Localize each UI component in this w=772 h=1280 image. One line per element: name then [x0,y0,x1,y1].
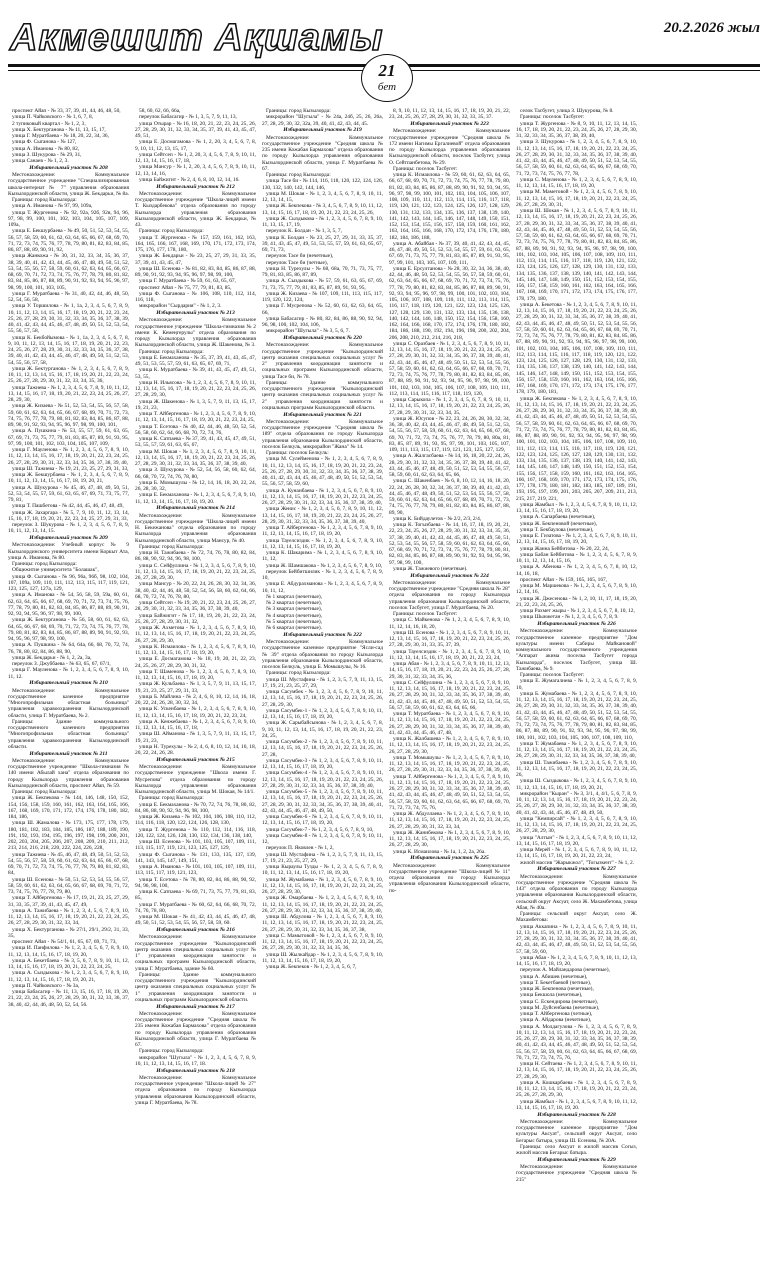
newspaper-title: Акмешит Ақшамы [10,17,384,59]
paragraph: улица С. Ескендирова (нечетные), [520,998,599,1005]
paragraph: улица Г. Мауленова - № 1, 2, 3, 4, 5, 6, 7, 8, 9, 10, 11, 12, 13, 14, 15, 16, 17, 18, 19, 20, 21, 22, 23, 24, 25, 26, 27, 28, 29, 30, 31, 32, 33, 34, 35, 36, 37, 38, 39, 40, [8,447,129,466]
paragraph: улица Г. Мауленова - № 1, 2, 3, 4, 5, 6, 7, 8, 9, 10, 11, 12. [8,667,129,680]
paragraph: улица Сейтсеп - № 19, 20, 21, 22, 23, 24, 25, 26, 27, 28, 29, 30, 31, 32, 33, 34, 35, 36, 37, 38, 39, 40, [135,600,256,613]
issue-date: 20.2.2026 жыл [663,20,760,36]
paragraph: улица Т. Жургенова - № 92, 92а, 92б, 92в, 94, 96, 97, 98, 99, 100, 101, 102, 103, 104, 105, 107, 109, 109а, [8,209,129,229]
paragraph: улица П. Чайковского - № 3а, [12,982,80,989]
paragraph: улица Т. Айбергенова (четные), [520,1011,593,1018]
paragraph: Местонахождение: Коммунальное государственное учреждение "Кызылординский центр оказания специальных социальных услуг № 2" управления координации занятости и социальных программ Кызылординской области, улица Тасе би, № 78. [262,342,383,380]
paragraph: улица "Кемпирсай" - № 1, 2, 3, 4, 5, 6, 7, 8, 9, 10, 11, 12, 13, 14, 15, 16, 17, 18, 19, 20, 21, 22, 23, 24, 25, 26, 27, 28, 29, 30, [516,815,637,835]
paragraph: Местонахождение: Учебный корпус № 9 Кызылординского университета имени Коркыт Ата, улица А. Иманова, № 80. [8,542,129,561]
paragraph: Местонахождение: Коммунальное государственное учреждение "Средняя школа № 215" [516,1164,637,1183]
paragraph: Местонахождение: Коммунальное государственное учреждение "Средняя школа № 172 имени Нагимы Ергалиевой" отдела образования по городу Кызылорда управления образования Кызылординской области, поселок Тасбугет, улица О. Сейтпанбетова, № 29. [389,128,510,166]
paragraph: улица З. Шукурова - № 1, 2, 3, 4, 5, 6, 7, 8, 9, 10, 11, 12, 13, 14, 15, 16, 17, 18, 19, 20, 21, 22, 23, 24, 25, 26, 27, 28, 29, 30, 31, 32, 33, 34, 35, 36, 37, 38, 39, 40, 41, 42, 43, 44, 45, 46, 47, 48, 49, 50, 51, 52, 53, 54, 55, 56, 57, 58, 59, 60, 61, 62, 63, 64, 65, 66, 67, 68, 69, 70, 71, 72, 73, 74, 75, 76, 77, 78, [516,139,637,177]
paragraph: улица Бекшола (нечетные), [520,992,583,999]
paragraph: Местонахождение: Коммунальное государственное учреждение "Средняя школа № 235 имени Кожабая Бармахова" отдела образования по городу Кызылорда управления образования Кызылординской области, улица Г. Муратбаева № 67. [262,134,383,172]
paragraph: Границы: город Кызылорда: [266,172,331,179]
paragraph: Местонахождение: Коммунальное государственное казенное предприятие "Ясли-сад № 39" отдела образования по городу Кызылорда управления образования Кызылординской области, поселок Белкуль, улица Б. Момышулы, № 16. [262,639,383,671]
paragraph: улица Ж. Бекдарьи - № 1, 2, 2а, 3а, [12,654,92,661]
paragraph: улица Г. Муратбаева - № 60, 62, 64, 66, 68, 70, 72, 74, 76, 78, 80, [135,901,256,914]
column-2 [135,108,256,1274]
paragraph: улица Т. Айбергенова - № 1, 2, 3, 4, 5, 6, 7, 8, 9, 10, 11, 12, 13, 14, 15, 16, 17, 18, 19, 20, 21, 22, 23, 24, 25, [135,411,256,424]
paragraph: Местонахождение: Коммунальное государственное учреждение "Школа-лицей имени Т. Кыздарбекова" отдела образования по городу Кызылорда управления образования Кызылординской области, улица Ж. Бекдарьи, № 43. [135,190,256,229]
paragraph: улица Ш. Абдулова - № 1, 2, 3, 4, 5, 6, 7, 8, 9, 10, 11, 12, 13, 14, 15, 16, 17, 18, 19, 20, 21, 22, 23, 24, 25, 26, 27, 28, 29, 30, 31, 32, 33, 34, 35, 36, 37, 38, [262,914,383,933]
paragraph: улица А. Иманова - № 54, 56, 58, 59, 59а, 60, 61, 62, 63, 64, 65, 66, 67, 68, 69, 70, 71, 72, 73, 74, 75, 76, 77, 78, 79, 80, 81, 82, 83, 84, 85, 86, 87, 88, 89, 90, 91, 92, 93, 94, 95, 96, 97, 98, 99, 100, [8,592,129,618]
paragraph: улица Е. Досмагамова - № 1, 2, 20, 3, 4, 5, 6, 7, 8, 9, 10, 11, 12, 13, 15, 17, [135,139,256,152]
paragraph: улица С. Мауленова - № 1, 2, 3, 4, 5, 6, 7, 8, 9, 10, 11, 12, 13, 14, 15, 16, 17, 18, 19, 20, [516,176,637,189]
paragraph: Границы: город Кызылорда: [12,197,77,204]
paragraph: 2 тупиковый квартал - № 1, 2, 3, [12,120,86,127]
paragraph: Границы: город Кызылорда: [139,228,204,235]
paragraph: Границы: город Кызылорда: [266,670,331,677]
paragraph: улица К. Исмаилова - № 59, 60, 61, 62, 63, 64, 65, 66, 67, 68, 69, 70, 71, 72, 73, 74, 75, 76, 77, 78, 79, 80, 81, 82, 83, 84, 85, 86, 87, 88, 89, 90, 91, 92, 93, 94, 95, 96, 97, 98, 99, 100, 101, 102, 103, 104, 105, 106, 107, 108, 109, 110, 111, 112, 113, 114, 115, 116, 117, 118, 119, 120, 121, 122, 123, 124, 125, 126, 127, 128, 129, 130, 131, 132, 133, 134, 135, 136, 137, 138, 139, 140, 141, 142, 143, 144, 145, 146, 147, 148, 149, 150, 151, 152, 153, 154, 155, 156, 157, 158, 159, 160, 161, 162, 163, 164, 165, 166, 168, 170, 172, 174, 176, 178, 180, 182, 184, 186, 188, [389,172,510,241]
paragraph: улица Ж. Абдуллаева - № 1, 2, 3, 4, 5, 6, 7, 8, 9, 10, 11, 12, 13, 14, 15, 16, 17, 18, 19, 20, 21, 22, 23, 24, 25, 26, 27, 28, 29, 30, 31, 32, 33, 34, [389,811,510,830]
paragraph: улица Г. Мусрепова - № 52, 60, 61, 62, 63, 64, 65, 66, [262,303,383,316]
paragraph: улица Ж. Бекпекова - № 1, 2, 3, 4, 5, 6, 7, 8, 9, 10, 11, 12, 13, 14, 15, 16, 17, 18, 19, 20, 21, 22, 23, 24, 25, 26, 27, 28, 29, 30, 31, 32, 33, 34, 35, 36, 37, 38, 39, 40, 41, 42, 43, 44, 45, 46, 47, 48, 49, 50, 51, 52, 53, 54, 55, 56, 57, 58, 59, 60, 61, 62, 63, 64, 65, 66, 67, 68, 69, 70, 71, 72, 73, 74, 75, 76, 77, 78, 79, 80, 81, 82, 83, 84, 85, 86, 87, 88, 89, 90, 91, 92, 93, 94, 95, 96, 97, 98, 99, 100, 101, 102, 103, 104, 105, 106, 107, 108, 109, 110, 111, 112, 113, 114, 115, 116, 117, 118, 119, 120, 121, 122, 123, 124, 125, 126, 127, 128, 129, 130, 131, 132, 133, 134, 135, 136, 137, 138, 139, 140, 141, 142, 143, 144, 145, 146, 147, 148, 149, 150, 151, 152, 153, 154, 155, 156, 157, 158, 159, 160, 161, 162, 163, 164, 165, 166, 167, 168, 169, 170, 171, 172, 173, 174, 175, 176, 177, 178, 179, 180, 181, 182, 183, 185, 187, 189, 191, 193, 195, 197, 199, 201, 203, 205, 207, 209, 211, 213, 215, 217, 219, 221, [516,395,637,502]
paragraph: Местонахождение: Коммунальное государственное учреждение "Средняя школа № 28" отдела образования по городу Кызылорда управления образования Кызылординской области, поселок Тасбугет, улица Г. Муратбаева, № 20. [389,579,510,611]
paragraph: улица Н. Ильясова - № 1, 2, 3, 4, 5, 6, 7, 8, 9, 10, 11, 12, 13, 14, 15, 16, 17, 18, 19, 20, 21, 22, 23, 24, 25, 26, 27, 28, 29, 30, [135,379,256,399]
paragraph: улица Сасумбек-1 - № 1, 2, 3, 4, 5, 6, 7, 8, 9, 10, 11, 12, 13, 14, 15, 16, 17, 18, 19, 20, [262,707,383,721]
paragraph: Границы: город Кызылорда: [139,1048,204,1055]
paragraph: проспект Айап - № 54/1, 61, 65, 67, 69, 71, 73, [12,939,117,946]
paragraph: улица А. Молдагулова - № 1, 2, 3, 4, 5, 6, 7, 8, 9, 10, 11, 12, 13, 14, 15, 16, 17, 18, 19, 20, 21, 22, 23, 24, 25, 26, 27, 28, 29, 30, 31, 32, 33, 34, 35, 36, 37, 38, 39, 40, 41, 42, 43, 44, 45, 46, 47, 48, 49, 50, 51, 52, 53, 54, 55, 56, 57, 58, 59, 60, 61, 62, 63, 64, 65, 66, 67, 68, 69, 70, 71, 72, 73, 74, 75, 76, [516,1023,637,1061]
paragraph: улица Аккапина - № 1, 2, 3, 4, 5, 6, 7, 8, 9, 10, 11, 12, 13, 14, 15, 16, 17, 18, 19, 20, 21, 22, 23, 24, 25, 26, 27, 28, 29, 30, 31, 32, 33, 34, 35, 36, 37, 38, 39, 40, 41, 42, 43, 44, 45, 46, 47, 48, 49, 50, 51, 52, 53, 54, 55, 56, 57, 58, 59, 60, [516,923,637,955]
paragraph: улица Жанна Бейбитова - № 20, 22, 24, [520,545,609,552]
paragraph: переулок Тасе би (нечетные), [266,253,334,260]
paragraph: улица А. Иманова - № 80, 82, [12,145,80,152]
paragraph: переулок Тасе би (четные), [266,259,329,266]
paragraph: микрорайон "Сырдария" - № 1, 2, 3. [139,303,222,310]
paragraph: № 3 квартал (нечетные), [266,606,322,613]
paragraph: улица Ж. Тажиевого (нечетные). [393,565,468,572]
paragraph: переулок К. Болдан - № 1, 3, 5, 7, [266,228,342,235]
paragraph: улица Х. Бектурганова - № 11, 13, 15, 17, [12,126,106,133]
section-heading: Избирательный участок № 228 [537,1111,616,1118]
paragraph: улица Ж. Шамшакова - № 1, 2, 3, 4, 5, 6, 7, 8, 9, 10, [266,562,383,569]
section-heading: Избирательный участок № 218 [156,1067,235,1074]
paragraph: улица Ж. Джесенова - № 1, 2, 10, 11, 17, 18, 19, 20, 21, 22, 23, 24, 25, 26, [516,595,637,608]
paragraph: улица З. Шукурова - № 29, 31, [12,151,82,158]
paragraph: Местонахождение: Коммунальное государственное учреждение "Школа-гимназия № 2 имени К. Кемеңгерулы" отдела образования по городу Кызылорда управления образования Кызылординской области, улица Ж. Шакенова, № 3. [135,317,256,349]
paragraph: улица Т. Есетова - № 40, 42, 44, 46, 48, 50, 52, 54, 56, 58, 60, 62, 64, 66, 68, 70, 72, 74, 76, [135,423,256,436]
paragraph: улица С. Сейфуллина - № 1, 2, 3, 4, 5, 6, 7, 8, 9, 10, 11, 12, 13, 14, 15, 16, 17, 18, 19, 20, 21, 22, 23, 24, 25, 26, 27, 28, 29, 30, [135,562,256,582]
paragraph: улица А. Сыздыкова - № 1, 2, 3, 4, 5, 6, 7, 8, 9, 10, 11, 12, 13, 14, 15, 16, 17, 18, 19, 20, 21, [8,970,129,983]
paragraph: улица Отырар - № 16, 18, 20, 21, 22, 23, 24, 25, 26, 27, 28, 29, 30, 31, 32, 33, 34, 35, 37, 39, 41, 43, 45, 47, 49, 51, [135,120,256,139]
paragraph: Местонахождение: Коммунальное государственное учреждение "Средняя школа № 189" отдела образования по городу Кызылорда управления образования Кызылординской области, поселок Белкуль, микрорайон "Жана" № 14. [262,418,383,450]
paragraph: улица М. Маметовой - № 1, 2, 3, 4, 5, 6, 7, 8, 9, 10, 11, 12, 13, 14, 15, 16, 17, 18, 19, 20, 21, 22, 23, 24, 25, 26, 27, 28, 29, 30, 31, [516,189,637,208]
paragraph: улица А. Пушкина - № 53, 55, 57, 59, 61, 63, 65, 67, 69, 71, 73, 75, 77, 79, 81, 83, 85, 87, 89, 91, 93, 95, 97, 99, 100, 101, 102, 103, 104, 105, 107, 109, [8,428,129,447]
paragraph: Местонахождение: Коммунальное государственное казенное предприятие "Дом культуры имени Сабиры Майкановой" коммунального государственного учреждения "Аппарат акима поселка Тасбугет города Кызылорда", поселок Тасбугет, улица Ш. Тажибаева, № 9. [516,628,637,672]
paragraph: № 4 квартал (нечетные), [266,612,322,619]
paragraph: улица К. Муратбаева - № 39, 41, 43, 45, 47, 49, 51, 53, 55, [135,367,256,380]
paragraph: улица С. Оразбаев - № 1, 2, 3, 4, 5, 6, 7, 8, 9, 10, 11, 12, 13, 14, 15, 16, 17, 18, 19, 20, 21, 22, 23, 24, 25, 26, 27, 28, 29, 30, 31, 32, 33, 34, 35, 36, 37, 38, 39, 40, 41, 42, 43, 44, 45, 46, 47, 48, 49, 50, 51, 52, 53, 54, 55, 56, 57, 58, 59, 60, 61, 62, 63, 64, 65, 66, 67, 68, 69, 70, 71, 72, 73, 74, 75, 76, 77, 78, 79, 80, 81, 82, 83, 84, 85, 86, 87, 88, 89, 90, 91, 92, 93, 94, 95, 96, 97, 98, 99, 100, 101, 102, 103, 104, 105, 106, 107, 108, 109, 110, 111, 112, 113, 114, 115, 116, 117, 118, 119, 120, [389,340,510,397]
section-heading: Избирательный участок № 226 [537,621,616,628]
paragraph: проспект Айап - № 33, 37, 39, 41, 44, 46, 48, 50, [12,108,121,114]
paragraph: улица Абая - № 1, 2, 3, 4, 5, 6, 7, 8, 9, 10, 11, 12, 13, 14, 15, 16, 17, 18, 19, 20, [516,954,637,968]
paragraph: улица Г. Муратбаева - № 59, 61, 63, 65, 67, [139,278,236,285]
paragraph: улица К. Сатпаева - № 37, 39, 41, 43, 45, 47, 49, 51, 53, 55, 57, 59, 61, 63, 65, 67, [135,436,256,449]
paragraph: Границы: село Аксуат и жилой массив Согыз, жилой массив Бегарыс батыра. [516,1143,637,1157]
paragraph: улица Ж. Ахметова - № 1, 2, 3, 4, 5, 6, 7, 8, 9, 10, 11, 12, 13, 14, 15, 16, 17, 18, 19, 20, 21, 22, 23, 24, 25, 26, 27, 28, 29, 30, [135,625,256,644]
paragraph: Местонахождение: Коммунальное государственное учреждение "Средняя школа № 235 имени Кожабая Бармахова" отдела образования по городу Кызылорда управления образования Кызылординской области, улица Г. Муратбаева № 67. [135,1010,256,1049]
paragraph: селок Тасбугет, улица З. Шукурова, № 8. [520,108,614,114]
paragraph: улица Ж. Бектурганова - № 56, 58, 60, 61, 62, 63, 64, 65, 66, 67, 68, 69, 70, 71, 72, 73, 74, 75, 76, 77, 78, 79, 80, 81, 82, 83, 84, 85, 86, 87, 88, 89, 90, 91, 92, 93, 94, 95, 96, 97, 98, 99, 100, [8,617,129,643]
paragraph: Границы: поселок Тасбугет: [393,165,458,172]
paragraph: улица К. Ускенбаева - № 1, 2, 3, 4, 5, 6, 7, 8, 9, 10, 11, 12, 13, 14, 15, 16, 17, 18, 19, 20, 21, 22, 23, 24, [135,706,256,719]
paragraph: улица Ж. Бекпекова - № 144, 146, 148, 150, 152, 154, 156, 158, 159, 160, 161, 162, 163, 164, 165, 166, 167, 168, 169, 170, 171, 172, 174, 176, 178, 180, 182, 184, 186, [8,795,129,821]
paragraph: улица Т. Жургенова - № 157, 159, 161, 162, 163, 164, 165, 166, 167, 168, 169, 170, 171, 172, 173, 174, 175, 176, 177, 178, 180, [135,234,256,254]
paragraph: улица А. Абишев (нечетные), [520,973,588,980]
paragraph: Границы: Здание коммунального государственного учреждения "Кызылординский центр оказания специальных социальных услуг № 1" управления координации занятости и социальных программ Кызылординской области. [135,971,256,1003]
paragraph: улица Ш. Айманова - № 1, 3, 5, 7, 9, 11, 13, 15, 17, 19, 21, 23, [135,731,256,744]
paragraph: Местонахождение: Коммунальное государственное учреждение "Школа-лицей № 27" отдела образования по городу Кызылорда управления образования Кызылординской области, улица Г. Муратбаева, № 78. [135,1074,256,1106]
paragraph: улица Ж. Бекпекова - № 3, 4, 5, 6, 7, 8, 9, 10, 11, 12, 13, 14, 15, 16, 17, 18, 19, 20, 21, 22, 23, 24, 25, 26, [262,203,383,216]
paragraph: улица А. Айдарова (нечетные), [520,1017,592,1024]
paragraph: 58, 60, 62, 66, 66а, [139,108,181,114]
paragraph: улица Сасумбек-8 - № 1, 2, 3, 4, 5, 6, 7, 8, 9, 10, 11, 12, [262,832,383,846]
paragraph: улица А. Иманова - № 101, 103, 105, 107, 109, 111, 113, 115, 117, 119, 121, 123, [135,864,256,877]
paragraph: улица А. Тажибаева - № 1, 2, 3, 4, 5, 6, 7, 8, 9, 10, 11, 12, 13, 14, 15, 16, 17, 18, 19, 20, 21, 22, 23, 24, 25, 26, 27, 28, 29, 30, 31, 32, 33, 34, [8,907,129,927]
section-heading: Избирательный участок № 209 [29,535,108,542]
paragraph: улица Абая - № 1, 2, 3, 4, 5, 6, 7, 8, 9, 10, 11, 12, 13, 14, 15, 16, 17, 18, 19, 20, 21, 22, 23, 24, 25, 26, 27, 28, 29, 30, 31, 32, 33, 34, 35, 36, [389,661,510,680]
paragraph: улица Т. Пашбетова - № 42, 44, 45, 46, 47, 48, 49, [12,503,124,510]
paragraph: улица Е. Жумагалиева - № 1, 2, 3, 4, 5, 6, 7, 8, 9, 10, [516,678,637,691]
paragraph: улица Т. Есетова - № 78, 80, 82, 84, 86, 88, 90, 92, 94, 96, 98, 100, [135,876,256,889]
paragraph: улица А. Шукурова - № 45, 46, 47, 48, 49, 50, 51, 52, 53, 54, 55, 57, 59, 61, 63, 65, 67, 69, 71, 73, 75, 77, 79, 81, [8,484,129,504]
paragraph: улица Н. Турехулы - № 2, 4, 6, 8, 10, 12, 14, 16, 18, 20, 22, 24, 26, 28. [135,743,256,757]
page-word: бет [377,81,397,93]
paragraph: переулок П. Яковлев - № 1, 2, [266,845,334,852]
paragraph: переулок Бейбитшилик - № 1, 2, 3, 4, 5, 6, 7, 8, 9, 10, [262,568,383,582]
paragraph: улица Б. Майлина - № 2, 4, 6, 8, 10, 12, 14, 16, 18, 20, 22, 24, 26, 28, 30, 32, 34, [135,693,256,707]
paragraph: Границы: город Кызылорда: [139,348,204,355]
paragraph: улица Ш. Жамалова - № 173, 175, 177, 178, 179, 180, 181, 182, 183, 184, 185, 186, 187, 188, 189, 190, 191, 192, 193, 194, 195, 196, 197, 198, 199, 200, 201, 202, 203, 204, 205, 206, 207, 208, 209, 210, 211, 212, 213, 214, 216, 218, 220, 222, 224, 226, 228, [8,820,129,852]
paragraph: улица Ж. Жанибекова - № 1, 2, 3, 4, 5, 6, 7, 8, 9, 10, 11, 12, 13, 14, 15, 16, 17, 18, 19, 20, 21, 22, 23, 24, 25, 26, 27, 28, 29, 30, [389,829,510,849]
section-heading: Избирательный участок № 222 [283,631,362,638]
section-heading: Избирательный участок № 211 [29,750,108,757]
paragraph: Местонахождение: Коммунальное государственное учреждение "Школа-лицей имени Н. Бекежанова" отдела образования по городу Кызылорда управления образования Кызылординской области, улица Мансур, № 40. [135,512,256,544]
paragraph: улица А. Бекетбаева - № 3, 5, 6, 7, 8, 9, 10, 11, 12, 13, 14, 15, 16, 17, 18, 19, 20, 21, 22, 23, 24, 25, [8,957,129,971]
column-3 [262,108,383,1274]
page-number: 21 [378,61,396,80]
paragraph: улица А. Бекетова - № 1, 2, 3, 4, 5, 6, 7, 8, 9, 10, 11, 12, 13, 14, 15, 16, 17, 18, 19, 20, 21, 22, 23, 24, 25, 26, 27, 28, 29, 30, 31, 32, 33, 34, 35, 36, 37, 38, 39, 40, 41, 42, 43, 44, 45, 46, 47, 48, 49, 50, 51, 52, 53, 54, 55, 56, 57, 58, 59, 60, 61, 62, 63, 64, 65, 66, 67, 68, 69, 70, 71, 72, 73, 74, 75, 76, 77, 78, 79, 80, 81, 82, 83, 84, 85, 86, 87, 88, 89, 90, 91, 92, 93, 94, 95, 96, 97, 98, 99, 100, 101, 102, 103, 104, 105, 106, 107, 108, 109, 110, 111, 112, 113, 114, 115, 116, 117, 118, 119, 120, 121, 122, 123, 124, 125, 126, 127, 128, 129, 130, 131, 132, 133, 134, 135, 136, 137, 138, 139, 140, 141, 142, 143, 144, 145, 146, 147, 148, 149, 150, 151, 152, 153, 154, 155, 156, 157, 158, 159, 160, 161, 162, 163, 164, 165, 166, 167, 168, 169, 170, 171, 172, 173, 174, 175, 176, 177, 178, 179, 180, 181, [516,301,637,396]
paragraph: 8, 9, 10, 11, 12, 13, 14, 15, 16, 17, 18, 19, 20, 21, 22, 23, 24, 25, 26, 27, 28, 29, 30, 31, 32, 33, 35, 37. [389,108,510,121]
paragraph: улица М. Шокая - № 41, 42, 43, 44, 45, 46, 47, 48, 49, 50, 51, 52, 53, 54, 55, 56, 57, 58, 59, 60. [135,914,256,927]
paragraph: улица Ж. Бекпеков - № 1, 2, 3, 4, 5, 6, 7, [266,964,357,971]
paragraph: улица К. Шакарима - № 1, 2, 3, 4, 5, 6, 7, 8, 9, 10, 11, 12, [262,550,383,563]
paragraph: улица Н. Тажибаева - № 72, 74, 76, 78, 80, 82, 84, 86, 88, 90, 92, 94, 96, 98, 100, [135,550,256,563]
paragraph: улица Т. Шаменова - № 1, 2, 3, 4, 5, 6, 7, 8, 9, 10, 11, 12, 13, 14, 15, 16, 17, 18, 19, 20, [135,668,256,682]
paragraph: улица Ф. Сыганова - № 127, [12,139,77,146]
paragraph: улица Ж. Сыздыкова - № 1, 2, 3, 4, 5, 6, 7, 8, 9, 10, 11, 13, 15, 17, 19, [262,215,383,229]
paragraph: микрорайон "Кыран" - № 3, 3/1, 4, 4/1, 5, 6, 7, 8, 9, 10, 11, 12, 13, 14, 15, 16, 17, 18, 19, 20, 21, 22, 23, 24, 25, 26, 27, 28, 29, 30, 31, 32, 33, 34, 35, 36, 37, 38, 39, 40, 41, 42, 43, 44, 45, 46, 47, 48, 49, 50, [516,790,637,816]
paragraph: улица М. Шокая - № 1, 2, 3, 4, 5, 6, 7, 8, 9, 10, 11, 12, 13, 14, 15, 16, 17, 18, 19, 20, 21, 22, 23, 24, 25, 26, 27, 28, 29, 30, 31, 32, 33, 34, 35, 36, 37, 38, 39, 40, [135,448,256,468]
paragraph: улица Жамбыл - № 1, 2, 3, 4, 5, 6, 7, 8, 9, 10, 11, 12, 13, 14, 15, 16, 17, 18, 19, 20. [516,1098,637,1111]
paragraph: микрорайон "Шугыла" - № 3, 5, 6, 7. [266,328,350,335]
paragraph: Границы: город Кызылорда: [12,561,77,568]
paragraph: улица Т. Жургенова - № 110, 112, 114, 116, 118, 120, 122, 124, 126, 128, 130, 132, 134, 136, 138, 140, [135,826,256,839]
paragraph: улица Т. Айбергенова - № 1, 2, 3, 4, 5, 6, 7, 8, 9, 10, 11, 12, 13, 14, 15, 16, 17, 18, 19, 20, [262,525,383,538]
paragraph: Границы: город Кызылорда: [12,789,77,796]
paragraph: улица Ш. Есенова - № 101, 103, 105, 107, 109, 111, 113, 115, 117, 119, 121, 123, 125, 127, 129, [135,839,256,852]
paragraph: улица Ш. Есенова - № 1, 2, 3, 4, 5, 6, 7, 8, 9, 10, 11, 12, 13, 14, 15, 16, 17, 18, 19, 20, 21, 22, 23, 24, 25, 26, 27, 28, 29, 30, 31, 33, 35, 37, 39, [389,629,510,649]
paragraph: улица К. Бийдаулетов - № 2/2, 2/3, 2/4, [393,515,482,522]
section-heading: Избирательный участок № 223 [410,121,489,128]
paragraph: улица Ж. Бектурганова - № 1, 2, 3, 4, 5, 6, 7, 8, 9, 10, 11, 12, 13, 14, 15, 16, 17, 18, 19, 20, 21, 22, 23, 24, 25, 26, 27, 28, 29, 30, 31, 32, 33, 34, 35, 36, [8,365,129,385]
paragraph: улица С. Майкенова - № 1, 2, 3, 4, 5, 6, 7, 8, 9, 10, 11, 12, 14, 16, 18, 20, [389,617,510,630]
column-4 [389,108,510,1274]
paragraph: улица Сарыкопа - № 1, 2, 3, 4, 5, 6, 7, 8, 9, 10, 11, 12, 13, 14, 15, 16, 17, 18, 19, 20, 21, 22, 23, 24, 25, 26, 27, 28, 29, 30, 31, 32, 33, 34, 35, [389,397,510,416]
paragraph: улица Сасумбек - № 1, 2, 3, 4, 5, 6, 7, 8, 9, 10, 11, 12, 13, 14, 15, 16, 17, 18, 19, 20, 21, 22, 23, 24, 25, 26, 27, 28, 29, 30, [262,689,383,708]
paragraph: микрорайон "Шугыла" - № 24а, 24б, 25, 26, 26а, 27, 28, 29, 30, 32, 32а, 39, 40, 41, 42, 43, 44, 45. [262,114,383,127]
paragraph: улица Г. Муратбаева - № 18, 20, 22, 34, 36, [12,133,109,139]
paragraph: улица А. Кошкарбаева - № 1, 2, 3, 4, 5, 6, 7, 8, 9, 10, 11, 12, 13, 14, 15, 16, 17, 18, 19, 20, 21, 22, 23, 24, 25, 26, 27, 28, 29, 30, [516,1079,637,1099]
paragraph: улица Ж. Кизаева - № 107, 109, 111, 113, 115, 117, 119, 120, 122, 124, [262,290,383,304]
paragraph: улица Ф. Сыганова - № 96, 96а, 96б, 98, 102, 104, 107, 109а, 109, 110, 111, 112, 113, 115, 117, 119, 121, 123, 125, 127, 127а, 129, [8,573,129,593]
paragraph: № 1 квартал (нечетные), [266,593,322,600]
section-heading: Избирательный участок № 219 [283,127,362,134]
paragraph: улица Т. Жургенова - № 8, 9, 10, 11, 12, 13, 14, 15, 16, 17, 18, 19, 20, 21, 22, 23, 24, 25, 26, 27, 28, 29, 30, 31, 32, 33, 34, 35, 36, 37, 38, 39, 40, [516,120,637,139]
paragraph: улица Жамбыл - № 1, 2, 3, 4, 5, 6, 7, 8, 9, 10, 11, 12, 13, 14, 15, 16, 17, 18, 19, 20, [516,501,637,514]
paragraph: № 5 квартал (нечетные), [266,618,322,625]
paragraph: улица К. Бекбойымова - № 1, 1а, 2, 3, 4, 5, 6, 7, 8, 9, 10, 11, 12, 13, 14, 15, 16, 17, 18, 19, 20, 21, 22, 23, 24, 25, 26, 27, 28, 29, 30, 31, 32, 33, 34, 35, 36, 37, 38, 39, 40, 41, 42, 43, 44, 45, 46, 47, 48, 49, 50, 51, 52, 53, 54, 55, 56, 57, 58, [8,334,129,366]
paragraph: улица Ж. Бекдарьи - № 23, 25, 27, 29, 31, 33, 35, 37, 39, 41, 43, 45, 47, [135,253,256,266]
paragraph: улица Т. Айбергенова - № 17, 19, 21, 23, 25, 27, 29, 31, 33, 35, 37, 39, 41, 43, 45, 47, 49, [8,895,129,908]
paragraph: улица Ш. Жылкайдар - № 1, 2, 3, 4, 5, 6, 7, 8, 9, 10, 11, 12, 13, 14, 15, 16, 17, 18, 19, 20, [262,951,383,964]
paragraph: улица Т. Бекбаулова (нечетные), [520,526,594,533]
paragraph: Местонахождение: Коммунальное государственное казенное предприятие "Многопрофильная областная больница" управления здравоохранения Кызылординской области, улица Г. Муратбаева, № 2. [8,687,129,719]
paragraph: проспект Айап - № 159, 165, 165, 167, [520,576,608,583]
paragraph: Границы: Здание коммунального государственного учреждения "Кызылординский центр оказания специальных социальных услуг № 2" управления координации занятости и социальных программ Кызылординской области. [262,379,383,411]
paragraph: улица Г. Муратбаева - № 31, 40, 42, 44, 46, 48, 50, 52, 54, 56, 58, [8,290,129,304]
paragraph: улица А. Кенжебаева - № 1, 2, 3, 4, 5, 6, 7, 8, 9, 10, 11, 12, 13, 14, 15, 16, 17, 18, [135,718,256,732]
paragraph: улица М. Дуйсенбаева (нечетные), [520,1004,600,1011]
paragraph: улица Бабан Бейбитова - № 1, 2, 3, 4, 5, 6, 7, 8, 9, 10, 11, 12, 13, 14, 15, 16, [516,551,637,564]
paragraph: улица Тажиева - № 1, 2, 3, 4, 5, 6, 7, 8, 9, 10, 11, 12, 13, 14, 15, 16, 17, 18, 19, 20, 21, 22, 23, 24, 25, 26, 27, 28, 29, 30, [8,384,129,404]
paragraph: улица Ж. Сарыбайсынова - № 1, 2, 3, 4, 5, 6, 7, 8, 9, 10, 11, 12, 13, 14, 15, 16, 17, 18, 19, 20, 21, 22, 23, 24, 25, [262,720,383,739]
paragraph: Местонахождение: Коммунальное государственное учреждение "Специализированная школа-интернат № 7" управления образования Кызылординской области, улица Ж. Бекдарьи, № 8а. [8,172,129,197]
paragraph: улица Ж. Захаргара - № 5, 7, 9, 10, 11, 12, 13, 14, 15, 16, 17, 18, 19, 20, 21, 22, 23, 24, 25, 27, 29, 31, 33, [8,509,129,522]
paragraph: улица Е. Бекмаханова - № 70, 72, 74, 76, 78, 80, 82, 84, 86, 88, 90, 92, 94, 96, 98, 100, [135,801,256,814]
paragraph: улица А. Иманова - № 97, 99, 109а, [12,203,93,210]
paragraph: Границы: поселок Тасбугет: [393,611,458,618]
paragraph: улица Ш. Шокая - № 1, 2, 3, 4, 5, 6, 7, 8, 9, 10, 11, 12, 13, 14, 15, 16, 17, 18, 19, 20, 21, 22, 23, 24, 25, 26, 27, 28, 29, 30, 31, 32, 33, 34, 35, 36, 37, 38, 39, 40, 41, 42, 43, 44, 45, 46, 47, 48, 49, 50, 51, 52, 53, 54, 55, 56, 57, 58, 59, 60, 61, 62, 63, 64, 65, 66, 67, 68, 69, 70, 71, 72, 73, 74, 75, 76, 77, 78, 79, 80, 81, 82, 83, 84, 85, 86, 87, 88, 89, 90, 91, 92, 93, 94, 95, 96, 97, 98, 99, 100, 101, 102, 103, 104, 105, 106, 107, 108, 109, 110, 111, 112, 113, 114, 115, 116, 117, 118, 119, 120, 121, 122, 123, 124, 125, 126, 127, 128, 129, 130, 131, 132, 133, 134, 135, 136, 137, 138, 139, 140, 141, 142, 143, 144, 145, 146, 147, 148, 149, 150, 151, 152, 153, 154, 155, 156, 157, 158, 159, 160, 161, 162, 163, 164, 165, 166, 167, 168, 169, 170, 171, 172, 173, 174, 175, 176, 177, 178, 179, 180, [516,208,637,302]
paragraph: улица Жанкожа - № 30, 31, 32, 33, 34, 35, 36, 37, 38, 39, 40, 41, 42, 43, 44, 45, 46, 47, 48, 49, 50, 51, 52, 53, 54, 55, 56, 57, 58, 59, 60, 61, 62, 63, 64, 65, 66, 67, 68, 69, 70, 71, 72, 73, 74, 75, 76, 77, 78, 79, 80, 81, 82, 83, 84, 85, 86, 87, 88, 89, 90, 91, 92, 93, 94, 95, 96, 97, 98, 99, 100, 101, 103, 105, [8,253,129,291]
paragraph: улица Сасумбек-3 - № 1, 2, 3, 4, 5, 6, 7, 8, 9, 10, 11, 12, 13, 14, 15, 16, 17, 18, 19, 20, [262,757,383,771]
paragraph: улица Н. Турехулы - № 68, 68а, 70, 71, 73, 75, 77, 79, 81, 83, 85, 86, 87, 89, [262,265,383,279]
paragraph: улица К. Болдан - № 23, 25, 27, 29, 31, 33, 35, 37, 39, 41, 43, 45, 47, 49, 51, 53, 55, 57, 59, 61, 63, 65, 67, 69, 71, 73, [262,234,383,254]
paragraph: улица Ж. Шакенова - № 1, 3, 5, 7, 9, 11, 13, 15, 17, 19, 21, 23, [135,398,256,411]
paragraph: улица У. Торшилова - № 1, 1а, 2, 3, 4, 5, 6, 7, 8, 9, 10, 11, 12, 13, 14, 15, 16, 17, 18, 19, 20, 21, 22, 23, 24, 25, 26, 27, 28, 29, 30, 31, 32, 33, 34, 35, 36, 37, 38, 39, 40, 41, 42, 43, 44, 45, 46, 47, 48, 49, 50, 51, 52, 53, 54, 55, 56, 57, 58, [8,303,129,335]
paragraph: улица Е. Бекшурбаева - № 49, 50, 51, 52, 53, 54, 55, 56, 57, 58, 59, 60, 61, 62, 63, 64, 65, 66, 67, 68, 69, 70, 71, 72, 73, 74, 75, 76, 77, 78, 79, 80, 81, 82, 83, 84, 85, 86, 87, 88, 89, 90, 91, 92, [8,228,129,254]
paragraph: улица М. Маршекова - № 1, 2, 3, 4, 5, 6, 7, 8, 9, 10, 12, 14, 16, [516,583,637,596]
paragraph: улица Ж. Кульбаева - № 1, 3, 5, 7, 9, 11, 13, 15, 17, 19, 21, 23, 25, 27, 29, 31, 33, [135,681,256,694]
section-heading: Избирательный участок № 225 [410,855,489,862]
paragraph: улица "Алтын" - № 1, 2, 3, 4, 5, 6, 7, 8, 9, 10, 11, 12, 13, 14, 15, 16, 17, 18, 19, 20, [516,834,637,847]
paragraph: улица Кыраулы Тузды - № 1, 2, 3, 4, 5, 6, 7, 8, 9, 10, 11, 12, 13, 14, 15, 16, 17, 18, 19, 20, [262,864,383,877]
page-number-badge [361,54,413,102]
paragraph: улица М. Шокая - № 1, 2, 3, 4, 5, 6, 7, 8, 9, 10, 11, 12, 13, 14, 15, [262,190,383,204]
paragraph: улица Т. Момышулы - № 1, 2, 3, 4, 5, 6, 7, 8, 9, 10, 11, 12, 13, 14, 15, 16, 17, 18, 19, 20, 21, 22, 23, 24, 25, 26, 27, 28, 29, 30, 31, 32, 33, 34, 35, 36, 37, 38, 39, 40, [389,754,510,774]
paragraph: улица Н. Сейтаева - № 1, 2, 3, 4, 5, 6, 7, 8, 9, 10, 11, 12, 13, 14, 15, 16, 17, 18, 19, 20, 21, 22, 23, 24, 25, 26, 27, 28, 29, 30, [516,1061,637,1080]
section-heading: Избирательный участок № 229 [537,1156,616,1163]
paragraph: улица С. Мамытовой - № 1, 2, 3, 4, 5, 6, 7, 8, 9, 10, 11, 12, 13, 14, 15, 16, 17, 18, 19, 20, 21, 22, 23, 24, 25, 26, 27, 28, 29, 30, 31, 32, 33, 34, 35, 36, [262,932,383,952]
paragraph: улица А. Пушкина - № 64, 64а, 66, 68, 70, 72, 74, 76, 78, 80, 82, 84, 86, 88, 90, [8,642,129,655]
paragraph: улица Ш. Тажиева - № 19, 21, 23, 25, 27, 29, 31, 33, [12,465,129,472]
paragraph: улица Е. Бекмаханова - № 1, 2, 3, 4, 5, 6, 7, 8, 9, 10, 11, 12, 13, 14, 15, 16, 17, 18, 19, 20. [135,492,256,505]
paragraph: переулок Бабасагир - № 1, 3, 5, 7, 9, 11, 13, [139,114,237,121]
paragraph: переулок А. Майландарова (нечетные), [520,967,610,974]
paragraph: улица Т. Муратбаева - № 1, 2, 3, 4, 5, 6, 7, 8, 9, 10, 11, 12, 13, 14, 15, 16, 17, 18, 19, 20, 21, 22, 23, 24, 25, 26, 27, 28, 29, 30, 31, 32, 33, 34, 35, 36, 37, 38, 39, 40, 41, 42, 43, 44, 45, 46, 47, 48, [389,711,510,736]
paragraph: улица К. Тогызбаева - № 14, 16, 17, 18, 19, 20, 21, 22, 23, 24, 25, 26, 27, 28, 29, 30, 31, 32, 33, 34, 35, 36, 37, 38, 39, 40, 41, 42, 43, 44, 45, 46, 47, 48, 49, 50, 51, 52, 53, 54, 55, 56, 57, 58, 59, 60, 61, 62, 63, 64, 65, 66, 67, 68, 69, 70, 71, 72, 73, 74, 75, 76, 77, 78, 79, 80, 81, 82, 83, 84, 85, 86, 87, 88, 89, 90, 91, 92, 93, 94, 95, 96, 97, 98, 99, 100, [389,522,510,566]
paragraph: улица А. Абенова - № 1, 2, 3, 4, 5, 6, 7, 8, 10, 12, 14, 16, 18, [516,564,637,577]
paragraph: Местонахождение: Коммунальное государственное учреждение "Кызылординский центр оказания специальных социальных услуг № 1" управления координации занятости и социальных программ Кызылординской области, улица Г. Муратбаева, здание № 60. [135,934,256,972]
paragraph: улица Санаев - № 1, 2, 3. [12,158,69,164]
paragraph: улица Сасумбек-5 - № 1, 2, 3, 4, 5, 6, 7, 8, 9, 10, 11, 12, 13, 14, 15, 16, 17, 18, 19, 20, 21, 22, 23, 24, 25, 26, 27, 28, 29, 30, 31, 32, 33, 34, 35, 36, 37, 38, 39, 40, 41, 42, 43, 44, 45, 46, 47, 48, 49, 50, [262,789,383,814]
paragraph: улица К. Исмаилова - № 1а, 1, 2, 2а, 26а. [393,848,486,855]
section-heading: Избирательный участок № 227 [537,866,616,873]
paragraph: улица Байжигит - № 17, 18, 19, 20, 21, 22, 23, 24, 25, 26, 27, 28, 29, 30, 31, 32, [135,612,256,625]
paragraph: переулок З. Джуббаева - № 63, 65, 67, 67/1, [12,661,111,668]
paragraph: улица К. Сатпаева - № 69, 71, 73, 75, 77, 79, 81, 83, 85, [135,889,256,902]
paragraph: улица Б. Момышулы - № 12, 14, 16, 18, 20, 22, 24, 26, 28, 30, 32, [135,479,256,493]
section-heading: Избирательный участок № 214 [156,505,235,512]
section-heading: Избирательный участок № 216 [156,927,235,934]
paragraph: улица Е. Ерсултанова - № 28, 30, 32, 34, 36, 38, 40, 42, 44, 46, 48, 50, 52, 53, 54, 55, 56, 57, 58, 59, 60, 61, 62, 63, 64, 65, 66, 67, 68, 69, 70, 71, 72, 73, 74, 75, 76, 77, 78, 79, 80, 81, 82, 83, 84, 85, 86, 87, 88, 89, 90, 91, 92, 93, 94, 95, 96, 97, 98, 99, 100, 101, 102, 103, 104, 105, 106, 107, 108, 109, 110, 111, 112, 113, 114, 115, 116, 117, 118, 119, 120, 121, 122, 123, 124, 125, 126, 127, 128, 129, 130, 131, 132, 133, 134, 135, 136, 138, 140, 142, 144, 146, 148, 150, 152, 154, 156, 158, 160, 162, 164, 166, 168, 170, 172, 174, 176, 178, 180, 182, 184, 186, 188, 190, 192, 194, 196, 198, 200, 202, 204, 206, 208, 210, 212, 214, 216, 218, [389,265,510,341]
paragraph: улица Б. Жумабаева - № 1, 2, 3, 4, 5, 6, 7, 8, 9, 10, 11, 12, 13, 14, 15, 16, 17, 18, 19, 20, 21, 22, 23, 24, 25, 26, 27, 28, 29, 30, 31, 32, 33, 34, 35, 36, 37, 38, 39, 40, 41, 42, 43, 44, 45, 46, 47, 48, 49, 50, 51, 52, 53, 54, 55, 56, 57, 58, 59, 60, 61, 62, 63, 64, 65, 66, 67, 68, 69, 70, 71, 72, 73, 74, 75, 76, 77, 78, 79, 80, 81, 82, 83, 84, 85, 86, 87, 88, 89, 90, 91, 92, 93, 94, 95, 96, 97, 98, 99, 100, 101, 102, 103, 104, 105, 106, 107, 108, 109, 110, [516,690,637,741]
paragraph: улица Ф. Сыганова - № 106, 108, 110, 112, 114, 116, 118, [135,290,256,304]
paragraph: переулок З. Шукурова - № 1, 2, 3, 4, 5, 6, 7, 8, 9, 10, 11, 12, 13, 14, 15. [8,522,129,535]
paragraph: Местонахождение: Коммунальное государственное учреждение "Школа-гимназия № 140 имени Абылай хана" отдела образования по городу Кызылорда управления образования Кызылординской области, проспект Айап, № 59. [8,757,129,789]
section-heading: Избирательный участок № 210 [29,680,108,687]
paragraph: Границы: город Кызылорда: [266,108,331,114]
paragraph: улица Ж. Кизаева - № 102, 104, 106, 108, 110, 112, 114, 116, 118, 120, 122, 124, 126, 128, 130, [135,814,256,827]
paragraph: улица К. Исмаилова - № 1, 2, 3, 4, 5, 6, 7, 8, 9, 10, 11, 12, 13, 14, 15, 16, 17, 18, 19, 20, [135,643,256,657]
section-heading: Избирательный участок № 212 [156,183,235,190]
paragraph: улица Сасумбек-2 - № 1, 2, 3, 4, 5, 6, 7, 8, 9, 10, 11, 12, 13, 14, 15, 16, 17, 18, 19, 20, 21, 22, 23, 24, 25, 26, 27, 28, [262,739,383,758]
paragraph: Границы: Здание коммунального государственного казенного предприятия "Многопрофильная областная больница" управления здравоохранения Кызылординской области. [8,718,129,750]
paragraph: Местонахождение: Коммунальное государственное учреждение "Школа имени Г. Мусрепова" отдела образования по городу Кызылорда управления образования Кызылординской области, улица М. Шокая, № 14/1. [135,764,256,796]
paragraph: улица Ш. Есенова - № 81, 82, 83, 84, 85, 86, 87, 88, 89, 90, 91, 92, 93, 94, 95, 96, 97, 98, 99, 100, [135,265,256,279]
paragraph: улица А. Жалгасбаева - № 14, 16, 18, 20, 22, 24, 26, 28, 29, 30, 31, 32, 33, 34, 35, 36, 37, 38, 39, 40, 41, 42, 43, 44, 45, 46, 47, 48, 49, 50, 51, 52, 53, 54, 55, 56, 57, 58, 59, 60, 61, 62, 63, 64, 65, 66, [389,453,510,479]
paragraph: улица Сасумбек-4 - № 1, 2, 3, 4, 5, 6, 7, 8, 9, 10, 11, 12, 13, 14, 15, 16, 17, 18, 19, 20, 21, 22, 23, 24, 25, 26, 27, 28, 29, 30, 31, 32, 33, 34, 35, 36, 37, 38, 39, 40, [262,770,383,789]
paragraph: улица Бабасагир - № 80, 82, 84, 86, 88, 90, 92, 94, 96, 98, 100, 102, 104, 106, [262,315,383,329]
paragraph: микрорайон "Шугыла" - № 1, 2, 3, 4, 5, 6, 7, 8, 9, 10, 11, 12, 13, 14, 15, 16, 17, 18. [135,1054,256,1067]
paragraph: улица Е. Досмагамова - № 18, 19, 20, 21, 22, 23, 24, 25, 26, 27, 28, 29, 30, 31, 32, [135,656,256,669]
paragraph: № 2 квартал (нечетные), [266,600,322,607]
paragraph: улица Ш. Мустафина - № 1, 2, 3, 5, 7, 9, 11, 13, 15, 17, 19, 21, 23, 25, 27, 29, [262,676,383,689]
section-heading: Избирательный участок № 217 [156,1003,235,1010]
section-heading: Избирательный участок № 221 [283,411,362,418]
paragraph: улица Сасумбек-7 - № 1, 2, 3, 4, 5, 6, 7, 8, 9, 10, [266,826,374,833]
paragraph: улица Тажиева - № 45, 46, 47, 48, 49, 50, 51, 52, 53, 54, 55, 56, 57, 58, 59, 60, 61, 62, 63, 64, 65, 66, 67, 68, 69, 70, 71, 72, 73, 74, 75, 76, 77, 78, 79, 80, 81, 82, 83, 84, [8,851,129,877]
paragraph: улица Мерей - № 1, 2, 3, 4, 5, 6, 7, 8, 9, 10, 11, 12, 13, 14, 15, 16, 17, 18, 19, 20, 21, 22, 23, 24, [516,847,637,860]
paragraph: улица А. Кунанбаева - № 1, 2, 3, 4, 5, 6, 7, 8, 9, 10, 11, 12, 13, 14, 15, 16, 17, 18, 19, 20, 21, 22, 23, 24, 25, 26, 27, 28, 29, 30, 31, 32, 33, 34, 35, 36, 37, 38, 39, 40, [262,487,383,507]
paragraph: улица Бабасагир - № 11, 13, 15, 16, 17, 18, 19, 20, 21, 22, 23, 24, 25, 26, 27, 28, 29, 30, 31, 32, 33, 36, 37, 38, 40, 42, 44, 46, 48, 50, 52, 54, 56. [8,989,129,1008]
paragraph: улица Т. Айбергенова - № 1, 2, 3, 4, 5, 6, 7, 8, 9, 10, 11, 12, 13, 14, 15, 16, 17, 18, 19, 20, 21, 22, 23, 24, 25, 26, 27, 28, 29, 30, 31, 32, 33, 34, 35, 36, 37, 38, 39, 40, 41, 42, 43, 44, 45, 46, 47, 48, 49, 50, 51, 52, 53, 54, 55, 56, 57, 58, 59, 60, 61, 62, 63, 64, 65, 66, 67, 68, 69, 70, 71, 72, 73, 74, 75, 76, [389,773,510,811]
paragraph: улица А. Сыздыкова - № 57, 59, 61, 63, 65, 67, 69, 71, 73, 75, 77, 79, 81, 83, 85, 87, 89, 91, 93, 95, [262,278,383,291]
paragraph: улица С. Сейфуллина - № 1, 2, 3, 4, 5, 6, 7, 8, 9, 10, 11, 12, 13, 14, 15, 16, 17, 18, 19, 20, 21, 22, 23, 24, 25, 26, 27, 28, 29, 30, 31, 32, 33, 34, 35, 36, 37, 38, 39, 40, 41, 42, 43, 44, 45, 46, 47, 48, 49, 50, 51, 52, 53, 54, 55, 56, 57, 58, 59, 60, 61, 62, 63, 64, 65, 66, [389,679,510,711]
paragraph: улица Ж. Кизаева - № 51, 52, 53, 54, 55, 56, 57, 58, 59, 60, 61, 62, 63, 64, 65, 66, 67, 68, 69, 70, 71, 72, 73, 74, 75, 76, 77, 78, 79, 80, 81, 82, 83, 84, 85, 86, 87, 88, 89, 90, 91, 92, 93, 94, 95, 96, 97, 98, 99, 100, 101, [8,403,129,429]
paragraph: улица Сасумбек-6 - № 1, 2, 3, 4, 5, 6, 7, 8, 9, 10, 11, 12, 13, 14, 15, 16, 17, 18, 19, 20, [262,814,383,827]
paragraph: улица Е. Гизатова - № 1, 2, 3, 4, 5, 6, 7, 8, 9, 10, 11, 12, 13, 14, 15, 16, 17, 18, 19, 20, [516,533,637,546]
paragraph: № 6 квартал (нечетные). [266,625,322,632]
paragraph: улица А. Сапарбаева (нечетные), [520,514,596,521]
paragraph: улица П. Чайковского - № 1, 6, 7, 8, [12,114,93,121]
masthead [0,0,772,100]
paragraph: улица Ш. Сыздыкова - № 1, 2, 3, 4, 5, 6, 7, 8, 9, 10, 11, 12, 13, 14, 15, 16, 17, 18, 19, 20, 21, [516,778,637,791]
paragraph: Границы: сельский округ Аксуат, село Ж. Махамбетова: [516,911,637,924]
paragraph: улица Мансур - № 20, 22, 24, 26, 28, 30, 32, 34, 36, 38, 40, 42, 44, 46, 48, 50, 52, 54, 56, 58, 60, 62, 64, 66, 68, 70, 72, 74, 76, 78, 80, [135,581,256,600]
section-heading: Избирательный участок № 208 [29,164,108,171]
paragraph: улица Ж. Бекпеновой (нечетные), [520,520,598,527]
paragraph: улица Х. Бектурганова - № 27/1, 29/1, 29/2, 31, 33, 35, [8,926,129,939]
paragraph: улица Ж. Омарбаева - № 1, 2, 3, 4, 5, 6, 7, 8, 9, 10, 11, 12, 13, 14, 15, 16, 17, 18, 19, 20, 21, 22, 23, 24, 25, 26, 27, 28, 29, 30, 31, 32, 33, 34, 35, 36, 37, 38, 39, 40, [262,895,383,914]
paragraph: Границы: город Кызылорда: [139,543,204,550]
paragraph: улица З. Шукурова - № 52, 54, 56, 58, 60, 62, 64, 66, 68, 70, 72, 74, 76, 78, 80, [135,467,256,480]
paragraph: улица Ф. Сыганова - № 131, 133, 135, 137, 139, 141, 143, 145, 147, 149, 151, [135,851,256,864]
paragraph: улица Тауелсиздик - № 1, 2, 3, 4, 5, 6, 7, 8, 9, 10, 11, 12, 13, 14, 15, 16, 17, 18, 19, 20, 21, 22, 23, 24, [389,648,510,661]
paragraph: улица Е. Абдурахманова - № 1, 2, 3, 4, 5, 6, 7, 8, 9, 10, 11, 12, [262,581,383,594]
paragraph: улица Ш. Есенова - № 50, 51, 52, 53, 54, 55, 56, 57, 58, 59, 60, 61, 62, 63, 64, 65, 66, 67, 68, 69, 70, 71, 72, 73, 74, 75, 76, 77, 78, 79, 80, [8,876,129,896]
paragraph: Местонахождение: Коммунальное государственное казенное предприятие "Дом культуры Аксуат", сельский округ Аксуат, село Бегарыс батыра, улица Ш. Есенова, № 20А. [516,1118,637,1144]
paragraph: улица Ж. Бекшурбаева - № 1, 2, 3, 4, 5, 6, 7, 8, 9, 10, 11, 12, 13, 14, 15, 16, 17, 18, 19, 20, 21, [8,472,129,485]
paragraph: Местонахождение: Коммунальное государственное учреждение "Школа-лицей № 11" отдела образования по городу Кызылорда управления образования Кызылординской области, по- [389,862,510,894]
paragraph: Местонахождение: Коммунальное государственное учреждение "Средняя школа № 143" отдела образования по городу Кызылорда управления образования Кызылординской области, сельский округ Аксуат, село Ж. Махамбетова, улица Абая, № 40а. [516,873,637,911]
paragraph: улица Рахмет жыры - № 1, 2, 3, 4, 5, 6, 7, 8, 10, 12, [520,608,635,614]
paragraph: улица Ж. Юсупов - № 22, 23, 24, 26, 28, 30, 32, 34, 36, 38, 40, 42, 43, 44, 45, 46, 47, 48, 49, 50, 51, 52, 53, 54, 55, 56, 57, 58, 59, 60, 61, 62, 63, 64, 65, 66, 67, 68, 69, 70, 71, 72, 73, 74, 75, 76, 77, 78, 79, 80, 80а, 81, 83, 85, 87, 89, 91, 93, 95, 97, 99, 101, 103, 105, 107, 109, 111, 113, 115, 117, 119, 121, 123, 125, 127, 129, [389,415,510,454]
paragraph: Границы: город Кызылорда: [139,795,204,802]
paragraph: улица Тасе би - № 114, 116, 118, 120, 122, 124, 126, 130, 132, 140, 142, 144, 146, [262,178,383,191]
column-5 [516,108,637,1274]
paragraph: улица А. Абайбая - № 37, 39, 40, 41, 42, 43, 44, 45, 46, 47, 48, 49, 50, 51, 52, 53, 54, 55, 57, 59, 61, 63, 65, 67, 69, 71, 73, 75, 77, 79, 81, 83, 85, 87, 89, 91, 93, 95, 97, 99, 101, 103, 105, 107, 109, 111, [389,240,510,266]
paragraph: улица С. Шакенбаев - № 6, 8, 10, 12, 14, 16, 18, 20, 22, 24, 26, 28, 30, 32, 34, 36, 37, 38, 39, 40, 41, 42, 43, 44, 45, 46, 47, 48, 49, 50, 51, 52, 53, 54, 55, 56, 57, 58, 59, 60, 61, 62, 63, 64, 65, 66, 67, 68, 69, 70, 71, 72, 73, 74, 75, 76, 77, 78, 79, 80, 81, 82, 83, 84, 85, 86, 87, 88, 89, 90, [389,478,510,516]
paragraph: улица Шынжетан - № 1, 2, 3, 4, 5, 6, 7, 8, 9. [520,614,619,621]
paragraph: улица Е. Бекмаханова - № 35, 37, 39, 41, 43, 45, 47, 49, 51, 53, 55, 57, 59, 61, 63, 65, 67, 69, 71, [135,354,256,368]
paragraph: улица И. Панфилова - № 1, 2, 3, 4, 5, 6, 7, 8, 9, 10, 11, 12, 13, 14, 15, 16, 17, 18, 19, 20, [8,945,129,958]
section-heading: Избирательный участок № 224 [410,572,489,579]
paragraph: жилой массив "Жарыкжол", "Тогызкент" - № 1, 2. [520,859,635,866]
paragraph: улица Мансур - № 1, 2, 20, 3, 4, 5, 6, 7, 8, 9, 10, 11, 12, 13, 14, 16, [135,164,256,177]
article-columns [8,108,764,1274]
paragraph: Общежитие университета "Болашак", [12,567,99,574]
paragraph: улица Ш. Мустафина - № 1, 2, 3, 5, 7, 9, 11, 13, 15, 17, 19, 21, 23, 25, 27, 29, [262,851,383,864]
paragraph: улица Байжигит - № 2, 4, 6, 8, 10, 12, 14, 16. [139,176,240,183]
paragraph: Границы: поселок Тасбугет: [520,672,585,679]
paragraph: улица Т. Жумабаева - № 1, 2, 3, 4, 5, 6, 7, 8, 9, 10, 11, 12, 13, 14, 15, 16, 17, 18, 19, 20, 21, 22, 23, 24, 25, 26, 27, 28, 29, 30, 31, 32, 33, 34, 35, 36, 37, 38, 39, 40, [516,740,637,760]
paragraph: улица Сейтсеп - № 1, 2, 20, 3, 4, 5, 6, 7, 8, 9, 10, 11, 12, 13, 14, 15, 16, 17, 18, [135,151,256,164]
section-heading: Избирательный участок № 213 [156,310,235,317]
section-heading: Избирательный участок № 215 [156,756,235,763]
paragraph: улица Женис - № 1, 2, 3, 4, 5, 6, 7, 8, 9, 10, 11, 12, 13, 14, 15, 16, 17, 18, 19, 20, 21, 22, 23, 24, 25, 26, 27, 28, 29, 30, 31, 32, 33, 34, 35, 36, 37, 38, 39, 40, [262,506,383,525]
paragraph: улица К. Жалбашева - № 1, 2, 3, 4, 5, 6, 7, 8, 9, 10, 11, 12, 13, 14, 15, 16, 17, 18, 19, 20, 21, 22, 23, 24, 25, 26, 27, 28, 29, 30, [389,736,510,755]
paragraph: проспект Айап - № 75, 77, 79, 81, 83, 85, [139,284,232,291]
paragraph: Границы: поселок Белкуль: [266,450,329,457]
paragraph: улица Т. Бекетбаевой (четные), [520,979,592,986]
paragraph: улица М. Жумабаева - № 1, 2, 3, 4, 5, 6, 7, 8, 9, 10, 11, 12, 13, 14, 15, 16, 17, 18, 19, 20, 21, 22, 23, 24, 25, 26, 27, 28, 29, 30, [262,876,383,896]
paragraph: Границы: поселок Тасбугет: [520,114,585,121]
section-heading: Избирательный участок № 220 [283,335,362,342]
paragraph: улица Тауелсиздик - № 1, 2, 3, 4, 5, 6, 7, 8, 9, 10, 11, 12, 13, 14, 15, 16, 17, 18, 19, 20, [262,537,383,550]
column-1 [8,108,129,1274]
paragraph: улица М. Сулейменова - № 1, 2, 3, 4, 5, 6, 7, 8, 9, 10, 11, 12, 13, 14, 15, 16, 17, 18, 19, 20, 21, 22, 23, 24, 25, 26, 27, 28, 29, 30, 31, 32, 33, 34, 35, 36, 37, 38, 39, 40, 41, 42, 43, 44, 45, 46, 47, 48, 49, 50, 51, 52, 53, 54, 55, 56, 57, 58, 59, 60, [262,456,383,488]
paragraph: улица Ш. Тажибаева - № 1, 2, 3, 4, 5, 6, 7, 8, 9, 10, 11, 12, 13, 14, 15, 16, 17, 18, 19, 20, 21, 22, 23, 24, 25, 26, [516,759,637,779]
paragraph: улица Ж. Бекпенова (нечетные), [520,986,594,993]
